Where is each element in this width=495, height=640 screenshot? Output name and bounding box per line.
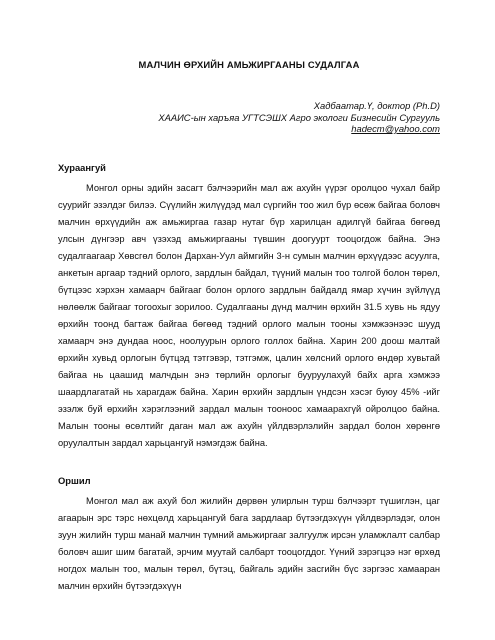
author-email-link[interactable]: hadecm@yahoo.com xyxy=(351,123,440,134)
author-block xyxy=(58,100,440,135)
abstract-heading: Хураангуй xyxy=(58,161,106,173)
introduction-paragraph: Монгол мал аж ахуй бол жилийн дөрвөн улирлын турш бэлчээрт түшиглэн, цаг агаарын эрс тэрс нөхцөлд харьцангуй бага зардлаар бүтээгдэхүүн үйлдвэрлэдэг, олон зуун жилийн турш манай малчин түмний амьжиргааг залгуулж ирсэн уламжлалт салбар боловч ашиг шим багатай, эрчим муутай салбарт тооцогддог. Үүний зэрэгцээ нэг өрхөд ногдох малын тоо, малын төрөл, бүтэц, байгаль эдийн засгийн бүс зэргээс хамааран малчин өрхийн бүтээгдэхүүн xyxy=(58,495,440,591)
introduction-heading: Оршил xyxy=(58,474,91,486)
author-name: Хадбаатар.Ү, доктор (Ph.D) xyxy=(313,100,440,111)
paper-title: МАЛЧИН ӨРХИЙН АМЬЖИРГААНЫ СУДАЛГАА xyxy=(138,59,360,70)
author-affiliation: ХААИС-ын харъяа УГТСЭШХ Агро экологи Бизнесийн Сургууль xyxy=(158,111,440,123)
abstract-paragraph: Монгол орны эдийн засагт бэлчээрийн мал аж ахуйн үүрэг оролцоо чухал байр суурийг эзэлдэг билээ. Сүүлийн жилүүдэд мал сүргийн тоо жил бүр өсөж байгаа боловч малчин өрхүүдийн аж амьжиргаа газар нутаг бүр харилцан адилгүй байгаа бөгөөд улсын дүнгээр авч үзэхэд амьжиргааны түвшин доогуурт тооцогдож байна. Энэ судалгаагаар Хөвсгөл болон Дархан-Уул аймгийн 3-н сумын малчин өрхүүдээс асуулга, анкетын аргаар тэдний орлого, зардлын байдал, түүний малын тоо толгой болон төрөл, бүтцээс хэрхэн хамаарч байгааг болон орлого зардлын байдалд ямар хүчин зүйлүүд нөлөөлж байгааг тогоохыг зорилоо. Судалгааны дүнд малчин өрхийн 31.5 хувь нь ядуу өрхийн тоонд багтаж байгаа бөгөөд тэдний орлого малын тооны хэмжээнээс шууд хамаарч энэ дундаа ноос, ноолуурын орлого голлох байна. Харин 200 доош малтай өрхийн хувьд орлогын бүтцэд тэтгэвэр, тэтгэмж, цалин хөлсний орлого өндөр хувьтай байгаа нь цаашид малчдын энэ төрлийн орлогыг бууруулахуй байх арга хэмжээ шаардлагатай нь харагдаж байна. Харин өрхийн зардлын үндсэн хэсэг буюу 45% -ийг эзэлж буй өрхийн хэрэглээний зардал малын тооноос хамаарахгүй ойролцоо байна. Малын тооны өсөлтийг даган мал аж ахуйн үйлдвэрлэлийн зардал болон хөрөнгө оруулалтын зардал харьцангуй нэмэгдэж байна. xyxy=(58,182,440,448)
